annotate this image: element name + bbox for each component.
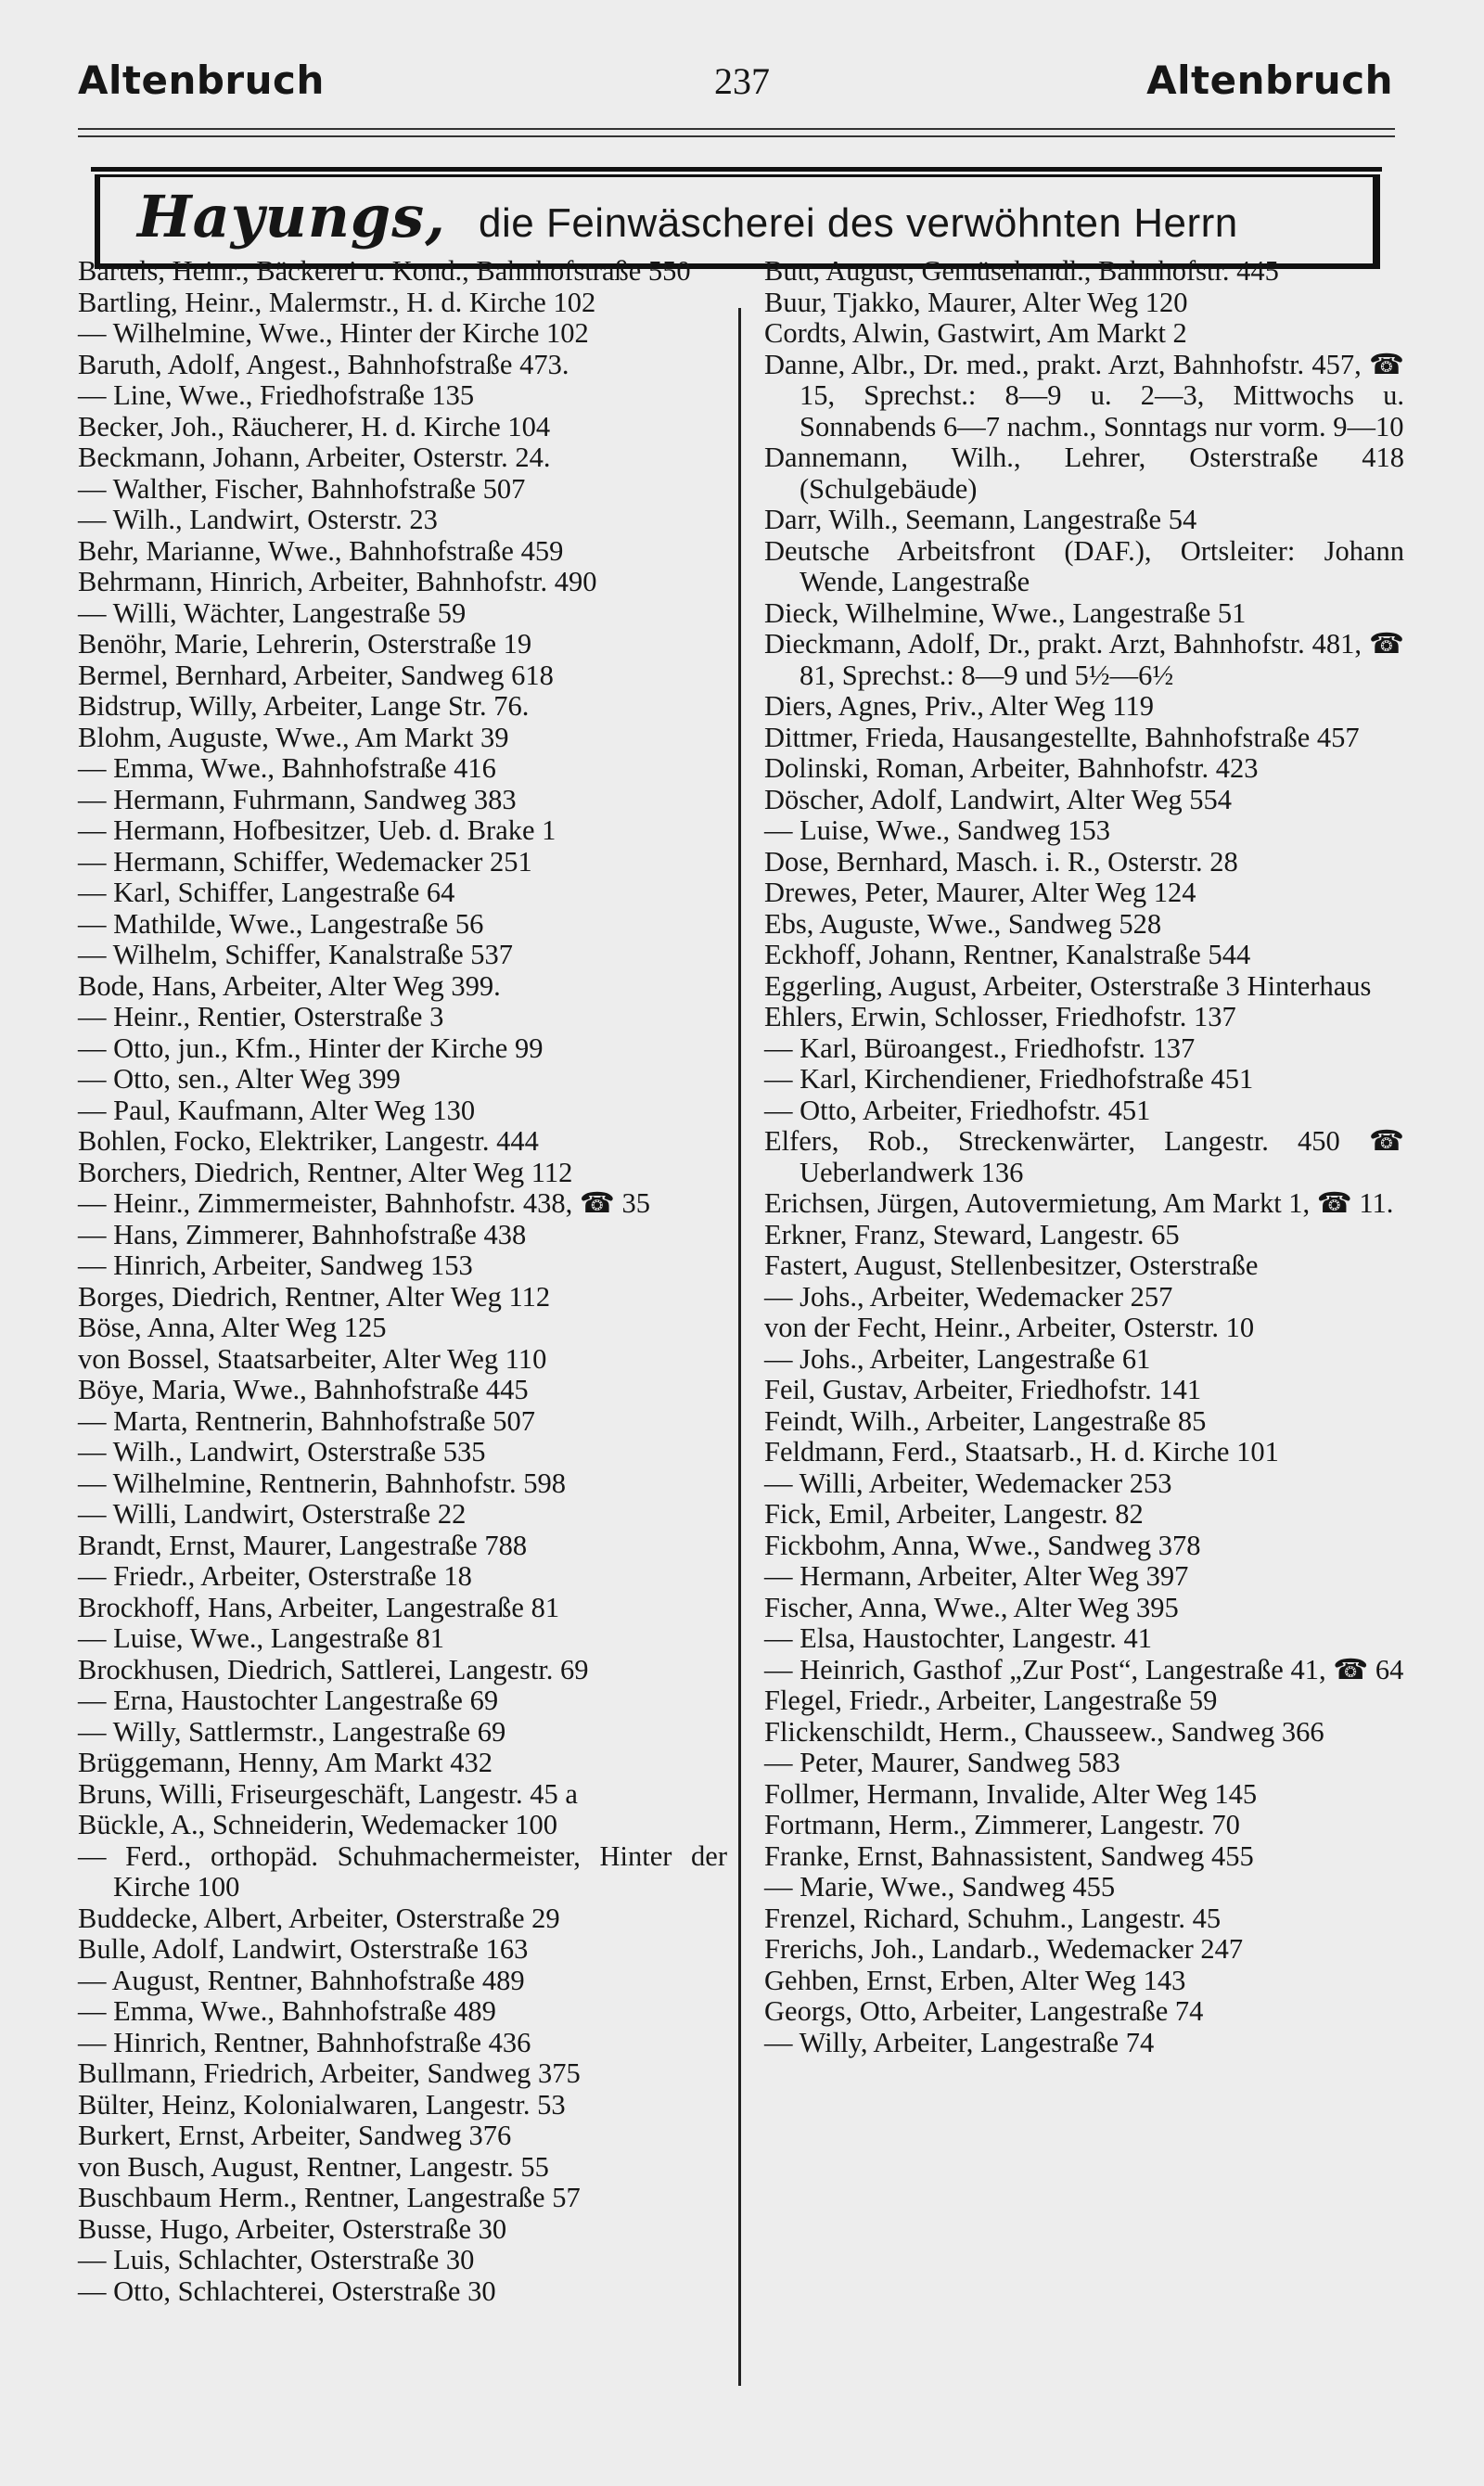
directory-entry: — Marie, Wwe., Sandweg 455 bbox=[764, 1871, 1116, 1903]
directory-entry: Buur, Tjakko, Maurer, Alter Weg 120 bbox=[764, 286, 1188, 318]
directory-entry: — Walther, Fischer, Bahnhofstraße 507 bbox=[78, 472, 526, 505]
directory-entry: — Hinrich, Rentner, Bahnhofstraße 436 bbox=[78, 2026, 531, 2058]
directory-entry: Behr, Marianne, Wwe., Bahnhofstraße 459 bbox=[78, 534, 564, 567]
directory-entry: — Erna, Haustochter Langestraße 69 bbox=[78, 1685, 499, 1716]
directory-entry: Dieckmann, Adolf, Dr., prakt. Arzt, Bahnhofstr. 481, ☎ 81, Sprechst.: 8—9 und 5½—6½ bbox=[764, 628, 1404, 691]
directory-entry: Diers, Agnes, Priv., Alter Weg 119 bbox=[764, 690, 1154, 722]
directory-entry: — Luise, Wwe., Sandweg 153 bbox=[764, 814, 1110, 846]
directory-entry: Buddecke, Albert, Arbeiter, Osterstraße 29 bbox=[78, 1902, 560, 1934]
directory-entry: — Hermann, Schiffer, Wedemacker 251 bbox=[78, 845, 532, 878]
directory-entry: — Hans, Zimmerer, Bahnhofstraße 438 bbox=[78, 1218, 527, 1250]
directory-entry: Flickenschildt, Herm., Chausseew., Sandweg 366 bbox=[764, 1715, 1324, 1748]
directory-entry: Fick, Emil, Arbeiter, Langestr. 82 bbox=[764, 1498, 1144, 1530]
directory-entry: Borges, Diedrich, Rentner, Alter Weg 112 bbox=[78, 1280, 551, 1313]
directory-entry: — Karl, Schiffer, Langestraße 64 bbox=[78, 877, 455, 908]
directory-entry: Bidstrup, Willy, Arbeiter, Lange Str. 76. bbox=[78, 690, 530, 722]
directory-entry: — Willi, Landwirt, Osterstraße 22 bbox=[78, 1498, 467, 1530]
directory-entry: Döscher, Adolf, Landwirt, Alter Weg 554 bbox=[764, 783, 1232, 815]
directory-entry: Becker, Joh., Räucherer, H. d. Kirche 104 bbox=[78, 410, 551, 442]
directory-entry: Bartling, Heinr., Malermstr., H. d. Kirche 102 bbox=[78, 286, 596, 318]
directory-entry: — Karl, Büroangest., Friedhofstr. 137 bbox=[764, 1032, 1196, 1064]
directory-entry: Beckmann, Johann, Arbeiter, Osterstr. 24. bbox=[78, 442, 551, 473]
directory-entry: Dolinski, Roman, Arbeiter, Bahnhofstr. 423 bbox=[764, 752, 1259, 784]
directory-entry: — Willy, Arbeiter, Langestraße 74 bbox=[764, 2026, 1155, 2058]
directory-entry: Brockhoff, Hans, Arbeiter, Langestraße 81 bbox=[78, 1591, 560, 1623]
directory-entry: Bülter, Heinz, Kolonialwaren, Langestr. 53 bbox=[78, 2088, 566, 2121]
directory-entry: — Johs., Arbeiter, Wedemacker 257 bbox=[764, 1280, 1173, 1313]
header-rule-double bbox=[78, 135, 1395, 137]
directory-entry: — Wilhelm, Schiffer, Kanalstraße 537 bbox=[78, 939, 514, 970]
header-rule bbox=[78, 128, 1395, 130]
directory-entry: von Busch, August, Rentner, Langestr. 55 bbox=[78, 2150, 549, 2183]
directory-entry: — Hermann, Fuhrmann, Sandweg 383 bbox=[78, 783, 517, 815]
directory-entry: — Wilh., Landwirt, Osterstr. 23 bbox=[78, 504, 438, 535]
directory-entry: — Hermann, Arbeiter, Alter Weg 397 bbox=[764, 1560, 1189, 1592]
directory-entry: Bohlen, Focko, Elektriker, Langestr. 444 bbox=[78, 1125, 539, 1157]
directory-entry: Drewes, Peter, Maurer, Alter Weg 124 bbox=[764, 877, 1196, 908]
directory-entry: — August, Rentner, Bahnhofstraße 489 bbox=[78, 1964, 525, 1996]
directory-entry: Feil, Gustav, Arbeiter, Friedhofstr. 141 bbox=[764, 1374, 1202, 1405]
directory-entry: Eckhoff, Johann, Rentner, Kanalstraße 544 bbox=[764, 939, 1251, 970]
directory-entry: Dieck, Wilhelmine, Wwe., Langestraße 51 bbox=[764, 596, 1247, 629]
directory-entry: — Ferd., orthopäd. Schuhmachermeister, Hinter der Kirche 100 bbox=[78, 1839, 727, 1903]
directory-entry: — Wilhelmine, Wwe., Hinter der Kirche 102 bbox=[78, 317, 589, 349]
directory-entry: Ehlers, Erwin, Schlosser, Friedhofstr. 137 bbox=[764, 1001, 1236, 1032]
directory-entry: — Luise, Wwe., Langestraße 81 bbox=[78, 1622, 444, 1654]
directory-entry: Bruns, Willi, Friseurgeschäft, Langestr. 45 a bbox=[78, 1777, 578, 1810]
directory-entry: Danne, Albr., Dr. med., prakt. Arzt, Bahnhofstr. 457, ☎ 15, Sprechst.: 8—9 u. 2—3, Mittwochs u. Sonnabends 6—7 nachm., Sonntags nur vorm. 9—10 bbox=[764, 348, 1404, 442]
directory-entry: Darr, Wilh., Seemann, Langestraße 54 bbox=[764, 504, 1197, 535]
directory-entry: Elfers, Rob., Streckenwärter, Langestr. 450 ☎ Ueberlandwerk 136 bbox=[764, 1125, 1404, 1188]
directory-entry: — Otto, Arbeiter, Friedhofstr. 451 bbox=[764, 1094, 1151, 1126]
directory-entry: Eggerling, August, Arbeiter, Osterstraße 3 Hinterhaus bbox=[764, 969, 1372, 1002]
directory-entry: Follmer, Hermann, Invalide, Alter Weg 145 bbox=[764, 1777, 1258, 1810]
left-column bbox=[78, 256, 727, 2307]
directory-entry: — Wilh., Landwirt, Osterstraße 535 bbox=[78, 1436, 486, 1467]
directory-entry: — Line, Wwe., Friedhofstraße 135 bbox=[78, 379, 475, 411]
directory-entry: Fastert, August, Stellenbesitzer, Osterstraße bbox=[764, 1249, 1259, 1281]
directory-entry: — Friedr., Arbeiter, Osterstraße 18 bbox=[78, 1560, 472, 1592]
directory-entry: Fortmann, Herm., Zimmerer, Langestr. 70 bbox=[764, 1809, 1240, 1840]
directory-entry: — Karl, Kirchendiener, Friedhofstraße 451 bbox=[764, 1063, 1254, 1095]
directory-entry: Bulle, Adolf, Landwirt, Osterstraße 163 bbox=[78, 1933, 529, 1965]
directory-entry: — Emma, Wwe., Bahnhofstraße 416 bbox=[78, 752, 496, 784]
directory-entry: Erkner, Franz, Steward, Langestr. 65 bbox=[764, 1218, 1180, 1250]
directory-entry: Brüggemann, Henny, Am Markt 432 bbox=[78, 1747, 493, 1778]
directory-entry: Cordts, Alwin, Gastwirt, Am Markt 2 bbox=[764, 317, 1187, 349]
directory-entry: — Otto, jun., Kfm., Hinter der Kirche 99 bbox=[78, 1032, 544, 1064]
directory-entry: Buschbaum Herm., Rentner, Langestraße 57 bbox=[78, 2182, 581, 2213]
directory-entry: — Paul, Kaufmann, Alter Weg 130 bbox=[78, 1094, 476, 1126]
directory-entry: Borchers, Diedrich, Rentner, Alter Weg 112 bbox=[78, 1156, 573, 1188]
directory-entry: Flegel, Friedr., Arbeiter, Langestraße 59 bbox=[764, 1685, 1218, 1716]
directory-entry: Georgs, Otto, Arbeiter, Langestraße 74 bbox=[764, 1995, 1204, 2027]
directory-entry: Butt, August, Gemüsehandl., Bahnhofstr. 445 bbox=[764, 255, 1279, 287]
advert-brand: Hayungs, bbox=[137, 183, 446, 250]
directory-entry: Dannemann, Wilh., Lehrer, Osterstraße 418 (Schulgebäude) bbox=[764, 442, 1404, 505]
directory-entry: Brockhusen, Diedrich, Sattlerei, Langestr. 69 bbox=[78, 1653, 589, 1685]
directory-entry: — Peter, Maurer, Sandweg 583 bbox=[764, 1747, 1120, 1778]
directory-entry: Behrmann, Hinrich, Arbeiter, Bahnhofstr. 490 bbox=[78, 566, 597, 597]
directory-entry: Brandt, Ernst, Maurer, Langestraße 788 bbox=[78, 1529, 528, 1561]
directory-entry: Böye, Maria, Wwe., Bahnhofstraße 445 bbox=[78, 1374, 529, 1405]
running-header-left: Altenbruch bbox=[78, 58, 325, 103]
directory-entry: — Elsa, Haustochter, Langestr. 41 bbox=[764, 1622, 1153, 1654]
directory-entry: — Marta, Rentnerin, Bahnhofstraße 507 bbox=[78, 1404, 535, 1437]
directory-entry: — Willi, Wächter, Langestraße 59 bbox=[78, 596, 467, 629]
directory-entry: — Johs., Arbeiter, Langestraße 61 bbox=[764, 1342, 1151, 1375]
directory-entry: — Emma, Wwe., Bahnhofstraße 489 bbox=[78, 1995, 496, 2027]
directory-entry: — Willy, Sattlermstr., Langestraße 69 bbox=[78, 1715, 506, 1748]
running-header-right: Altenbruch bbox=[1146, 58, 1393, 103]
directory-entry: Busse, Hugo, Arbeiter, Osterstraße 30 bbox=[78, 2212, 507, 2245]
advert-slogan: die Feinwäscherei des verwöhnten Herrn bbox=[479, 200, 1238, 246]
directory-entry: — Heinr., Zimmermeister, Bahnhofstr. 438, ☎ 35 bbox=[78, 1187, 651, 1219]
column-divider bbox=[738, 308, 741, 2386]
directory-entry: Dittmer, Frieda, Hausangestellte, Bahnhofstraße 457 bbox=[764, 721, 1360, 753]
directory-entry: Frenzel, Richard, Schuhm., Langestr. 45 bbox=[764, 1902, 1222, 1934]
directory-entry: Bermel, Bernhard, Arbeiter, Sandweg 618 bbox=[78, 659, 554, 691]
directory-entry: Feldmann, Ferd., Staatsarb., H. d. Kirche 101 bbox=[764, 1436, 1279, 1467]
directory-entry: von der Fecht, Heinr., Arbeiter, Osterstr. 10 bbox=[764, 1312, 1255, 1343]
right-column bbox=[764, 256, 1404, 2058]
page-number: 237 bbox=[714, 60, 770, 102]
directory-entry: Böse, Anna, Alter Weg 125 bbox=[78, 1312, 387, 1343]
directory-entry: Bartels, Heinr., Bäckerei u. Kond., Bahnhofstraße 550 bbox=[78, 255, 691, 287]
directory-entry: — Luis, Schlachter, Osterstraße 30 bbox=[78, 2244, 475, 2275]
directory-entry: Fischer, Anna, Wwe., Alter Weg 395 bbox=[764, 1591, 1179, 1623]
directory-entry: Fickbohm, Anna, Wwe., Sandweg 378 bbox=[764, 1529, 1201, 1561]
directory-entry: Erichsen, Jürgen, Autovermietung, Am Markt 1, ☎ 11. bbox=[764, 1187, 1394, 1219]
directory-entry: Burkert, Ernst, Arbeiter, Sandweg 376 bbox=[78, 2120, 512, 2151]
directory-entry: — Willi, Arbeiter, Wedemacker 253 bbox=[764, 1467, 1172, 1499]
directory-entry: — Hermann, Hofbesitzer, Ueb. d. Brake 1 bbox=[78, 814, 556, 846]
directory-entry: Ebs, Auguste, Wwe., Sandweg 528 bbox=[764, 907, 1162, 940]
directory-entry: — Wilhelmine, Rentnerin, Bahnhofstr. 598 bbox=[78, 1467, 566, 1499]
directory-entry: Blohm, Auguste, Wwe., Am Markt 39 bbox=[78, 721, 509, 753]
directory-entry: — Otto, sen., Alter Weg 399 bbox=[78, 1063, 401, 1095]
directory-entry: — Otto, Schlachterei, Osterstraße 30 bbox=[78, 2275, 496, 2307]
directory-entry: Bückle, A., Schneiderin, Wedemacker 100 bbox=[78, 1809, 558, 1840]
directory-entry: Frerichs, Joh., Landarb., Wedemacker 247 bbox=[764, 1933, 1244, 1965]
directory-entry: — Heinr., Rentier, Osterstraße 3 bbox=[78, 1001, 444, 1032]
directory-entry: Bullmann, Friedrich, Arbeiter, Sandweg 375 bbox=[78, 2057, 581, 2089]
directory-entry: Dose, Bernhard, Masch. i. R., Osterstr. 28 bbox=[764, 845, 1238, 878]
directory-entry: — Hinrich, Arbeiter, Sandweg 153 bbox=[78, 1249, 473, 1281]
directory-entry: von Bossel, Staatsarbeiter, Alter Weg 110 bbox=[78, 1342, 547, 1375]
directory-entry: — Mathilde, Wwe., Langestraße 56 bbox=[78, 907, 484, 940]
directory-entry: Baruth, Adolf, Angest., Bahnhofstraße 473. bbox=[78, 348, 569, 380]
directory-entry: Gehben, Ernst, Erben, Alter Weg 143 bbox=[764, 1964, 1186, 1996]
directory-entry: — Heinrich, Gasthof „Zur Post“, Langestraße 41, ☎ 64 bbox=[764, 1653, 1404, 1685]
directory-entry: Bode, Hans, Arbeiter, Alter Weg 399. bbox=[78, 969, 501, 1002]
directory-entry: Franke, Ernst, Bahnassistent, Sandweg 455 bbox=[764, 1839, 1254, 1872]
directory-entry: Feindt, Wilh., Arbeiter, Langestraße 85 bbox=[764, 1404, 1207, 1437]
directory-entry: Benöhr, Marie, Lehrerin, Osterstraße 19 bbox=[78, 628, 532, 660]
directory-entry: Deutsche Arbeitsfront (DAF.), Ortsleiter: Johann Wende, Langestraße bbox=[764, 534, 1404, 597]
